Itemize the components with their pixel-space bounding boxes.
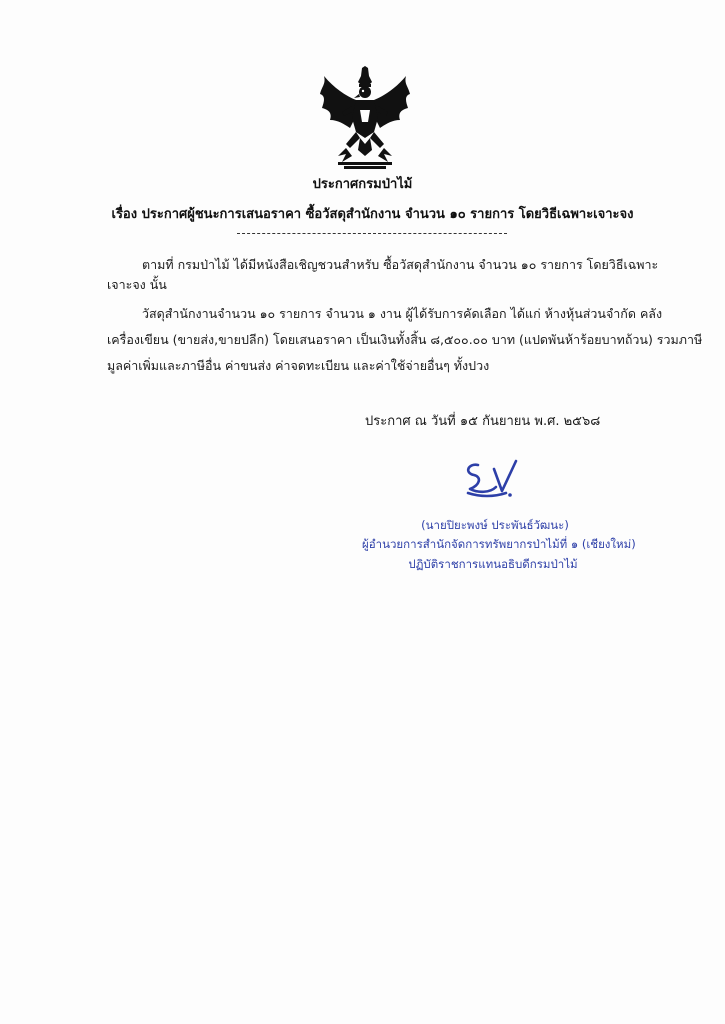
paragraph-1-line-2: เจาะจง นั้น [107, 277, 167, 292]
announcement-date: ประกาศ ณ วันที่ ๑๕ กันยายน พ.ศ. ๒๕๖๘ [365, 414, 601, 429]
signer-name: (นายปิยะพงษ์ ประพันธ์วัฒนะ) [421, 518, 569, 532]
paragraph-2-line-2: เครื่องเขียน (ขายส่ง,ขายปลีก) โดยเสนอราคา เป็นเงินทั้งสิ้น ๘,๕๐๐.๐๐ บาท (แปดพันห้าร้อยบาทถ้วน) รวมภาษี [107, 332, 703, 347]
announcement-title: ประกาศกรมป่าไม้ [312, 177, 413, 192]
signer-position: ผู้อำนวยการสำนักจัดการทรัพยากรป่าไม้ที่ ๑ (เชียงใหม่) [362, 537, 636, 551]
announcement-subject: เรื่อง ประกาศผู้ชนะการเสนอราคา ซื้อวัสดุสำนักงาน จำนวน ๑๐ รายการ โดยวิธีเฉพาะเจาะจง [111, 207, 634, 222]
divider-line [237, 233, 507, 234]
paragraph-2-line-3: มูลค่าเพิ่มและภาษีอื่น ค่าขนส่ง ค่าจดทะเบียน และค่าใช้จ่ายอื่นๆ ทั้งปวง [107, 358, 490, 373]
paragraph-1-line-1: ตามที่ กรมป่าไม้ ได้มีหนังสือเชิญชวนสำหรับ ซื้อวัสดุสำนักงาน จำนวน ๑๐ รายการ โดยวิธีเฉพาะ [142, 257, 659, 272]
signer-acting-for: ปฏิบัติราชการแทนอธิบดีกรมป่าไม้ [408, 557, 578, 571]
paragraph-2-line-1: วัสดุสำนักงานจำนวน ๑๐ รายการ จำนวน ๑ งาน ผู้ได้รับการคัดเลือก ได้แก่ ห้างหุ้นส่วนจำกัด คลัง [142, 306, 663, 321]
handwritten-signature [460, 455, 524, 503]
garuda-emblem-icon [316, 66, 414, 170]
